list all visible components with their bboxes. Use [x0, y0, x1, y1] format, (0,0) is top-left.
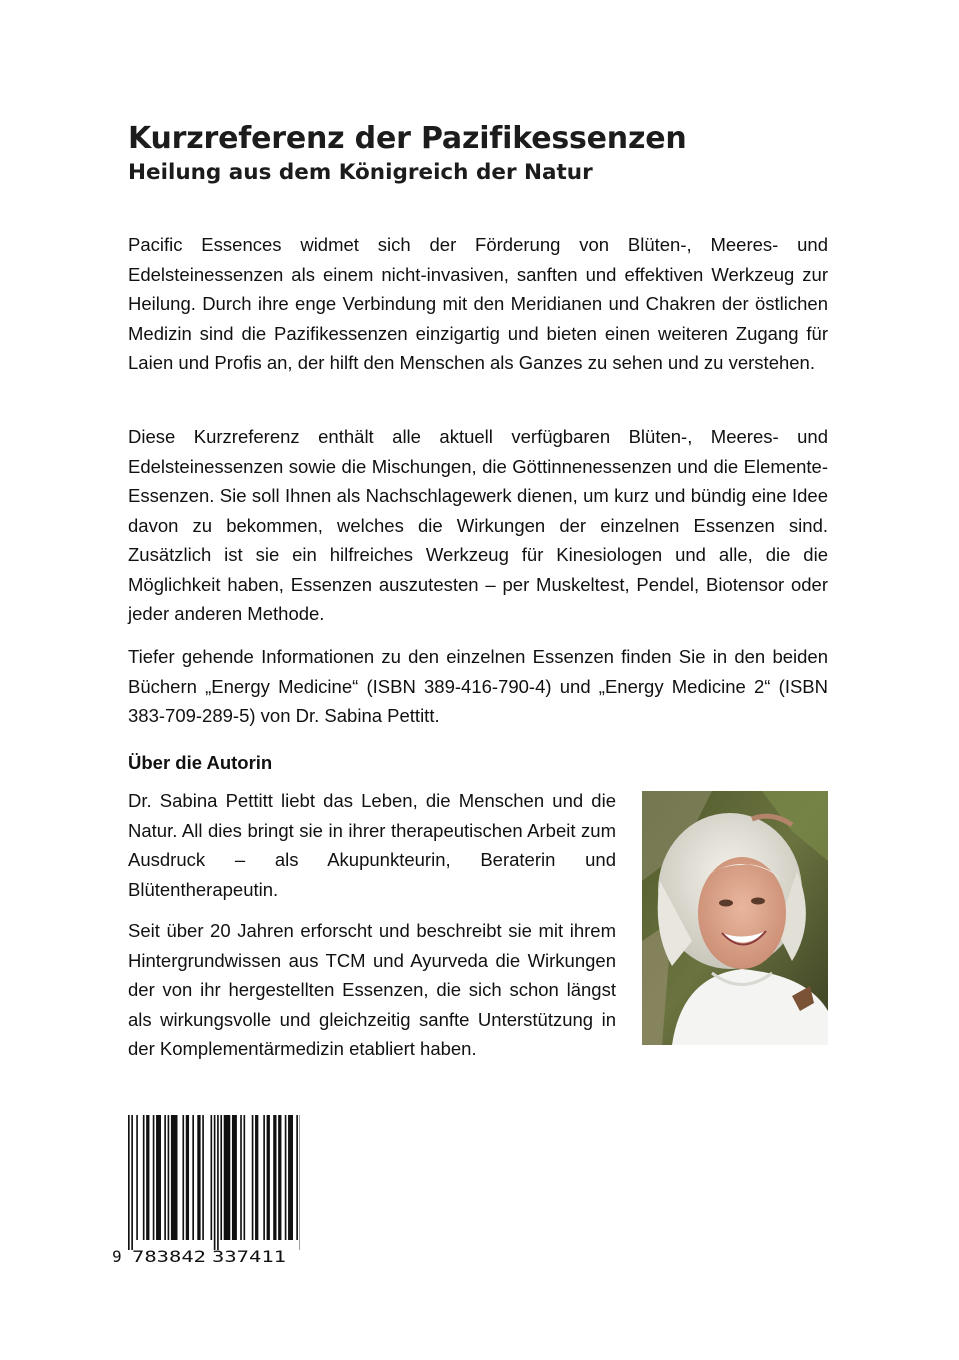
isbn-first-digit: 9	[112, 1247, 122, 1265]
barcode-bar	[168, 1115, 170, 1240]
page-title: Kurzreferenz der Pazifikessenzen	[128, 121, 687, 156]
barcode-bar	[217, 1115, 219, 1250]
intro-paragraph-3: Tiefer gehende Informationen zu den einzelnen Essenzen finden Sie in den beiden Büchern „Energy Medicine“ (ISBN 389-416-790-4) und „Energy Medicine 2“ (ISBN 383-709-289-5) von Dr. Sabina Pettitt.	[128, 646, 828, 726]
barcode-bar	[278, 1115, 281, 1240]
barcode-bar	[143, 1115, 145, 1240]
barcode-bar	[232, 1115, 237, 1240]
intro-paragraph-1: Pacific Essences widmet sich der Förderung von Blüten-, Meeres- und Edelsteinessenzen als einem nicht-invasiven, sanften und effektiven Werkzeug zur Heilung. Durch ihre enge Verbindung mit den Meridianen und Chakren der östlichen Medizin sind die Pazifikessenzen einzigartig und bieten einen weiteren Zugang für Laien und Profis an, der hilft den Menschen als Ganzes zu sehen und zu verstehen.	[128, 234, 828, 373]
barcode-bar	[128, 1115, 130, 1250]
barcode-bar	[211, 1115, 213, 1240]
barcode-bars	[128, 1115, 300, 1250]
author-photo	[642, 791, 828, 1045]
barcode-bar	[153, 1115, 155, 1240]
barcode-bar	[186, 1115, 189, 1240]
barcode-bar	[244, 1115, 246, 1240]
barcode-bar	[220, 1115, 222, 1240]
barcode-bar	[131, 1115, 133, 1250]
barcode-bar	[156, 1115, 161, 1240]
barcode-bar	[296, 1115, 298, 1240]
intro-paragraph-2: Diese Kurzreferenz enthält alle aktuell verfügbaren Blüten-, Meeres- und Edelsteinessenzen sowie die Mischungen, die Göttinnenessenzen und die Elemente-Essenzen. Sie soll Ihnen als Nachschlagewerk dienen, um kurz und bündig eine Idee davon zu bekommen, welches die Wirkungen der einzelnen Essenzen sind. Zusätzlich ist sie ein hilfreiches Werkzeug für Kinesiologen und alle, die die Möglichkeit haben, Essenzen auszutesten – per Muskeltest, Pendel, Biotensor oder jeder anderen Methode.	[128, 426, 828, 624]
barcode-bar	[146, 1115, 149, 1240]
isbn-left-group: 783842	[132, 1247, 206, 1265]
barcode-bar	[288, 1115, 293, 1240]
barcode-bar	[164, 1115, 166, 1240]
author-bio-paragraph-2: Seit über 20 Jahren erforscht und beschreibt sie mit ihrem Hintergrundwissen aus TCM und Ayurveda die Wirkungen der von ihr hergestellten Essenzen, die sich schon längst als wirkungsvolle und gleichzeitig sanfte Unterstützung in der Komplementärmedizin etabliert haben.	[128, 920, 616, 1059]
barcode-bar	[240, 1115, 242, 1240]
barcode-bar	[202, 1115, 204, 1240]
isbn-barcode	[110, 1115, 300, 1265]
barcode-bar	[197, 1115, 200, 1240]
author-heading: Über die Autorin	[128, 752, 273, 773]
barcode-bar	[273, 1115, 276, 1240]
barcode-bar	[267, 1115, 270, 1240]
barcode-bar	[224, 1115, 231, 1240]
page-subtitle: Heilung aus dem Königreich der Natur	[128, 160, 593, 185]
barcode-bar	[214, 1115, 216, 1250]
barcode-bar	[255, 1115, 258, 1240]
author-bio-paragraph-1: Dr. Sabina Pettitt liebt das Leben, die Menschen und die Natur. All dies bringt sie in ihrer therapeutischen Arbeit zum Ausdruck – als Akupunkteurin, Beraterin und Blütentherapeutin.	[128, 790, 616, 900]
barcode-bar	[182, 1115, 184, 1240]
barcode-bar	[136, 1115, 138, 1240]
barcode-bar	[192, 1115, 194, 1240]
barcode-bar	[252, 1115, 254, 1240]
barcode-bar	[263, 1115, 265, 1240]
isbn-right-group: 337411	[212, 1247, 286, 1265]
barcode-bar	[171, 1115, 178, 1240]
barcode-bar	[285, 1115, 287, 1240]
